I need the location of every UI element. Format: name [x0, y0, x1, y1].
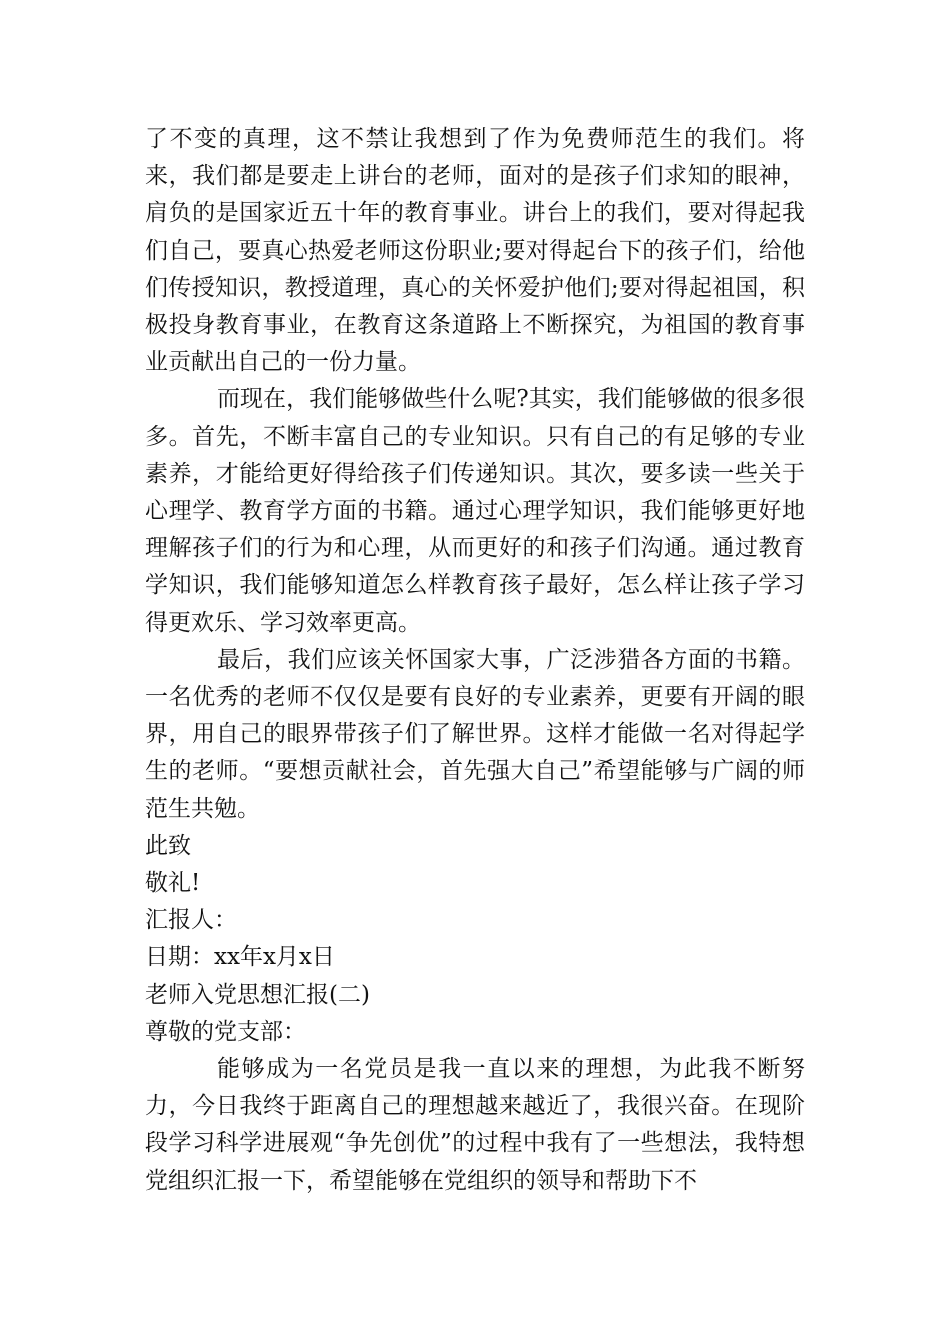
paragraph-broaden-horizons: 最后，我们应该关怀国家大事，广泛涉猎各方面的书籍。一名优秀的老师不仅仅是要有良好的专业素养，更要有开阔的眼界，用自己的眼界带孩子们了解世界。这样才能做一名对得起学生的老师。“要想贡献社会，首先强大自己”希望能够与广阔的师范生共勉。	[145, 646, 805, 822]
paragraph-party-aspiration: 能够成为一名党员是我一直以来的理想，为此我不断努力，今日我终于距离自己的理想越来越近了，我很兴奋。在现阶段学习科学进展观“争先创优”的过程中我有了一些想法，我特想党组织汇报一下，希望能够在党组织的领导和帮助下不	[145, 1056, 805, 1194]
paragraph-what-we-can-do: 而现在，我们能够做些什么呢?其实，我们能够做的很多很多。首先，不断丰富自己的专业知识。只有自己的有足够的专业素养，才能给更好得给孩子们传递知识。其次，要多读一些关于心理学、教育学方面的书籍。通过心理学知识，我们能够更好地理解孩子们的行为和心理，从而更好的和孩子们沟通。通过教育学知识，我们能够知道怎么样教育孩子最好，怎么样让孩子学习得更欢乐、学习效率更高。	[145, 386, 805, 636]
salutation: 尊敬的党支部：	[145, 1018, 306, 1045]
date-line: 日期：xx年x月x日	[145, 944, 335, 971]
document-body	[145, 121, 805, 1200]
closing-line-1: 此致	[145, 832, 191, 859]
section-title: 老师入党思想汇报(二)	[145, 981, 370, 1008]
reporter-label: 汇报人：	[145, 907, 237, 934]
closing-line-2: 敬礼!	[145, 870, 201, 897]
paragraph-teacher-responsibility: 了不变的真理，这不禁让我想到了作为免费师范生的我们。将来，我们都是要走上讲台的老师，面对的是孩子们求知的眼神，肩负的是国家近五十年的教育事业。讲台上的我们，要对得起我们自己，要真心热爱老师这份职业;要对得起台下的孩子们，给他们传授知识，教授道理，真心的关怀爱护他们;要对得起祖国，积极投身教育事业，在教育这条道路上不断探究，为祖国的教育事业贡献出自己的一份力量。	[145, 126, 805, 376]
